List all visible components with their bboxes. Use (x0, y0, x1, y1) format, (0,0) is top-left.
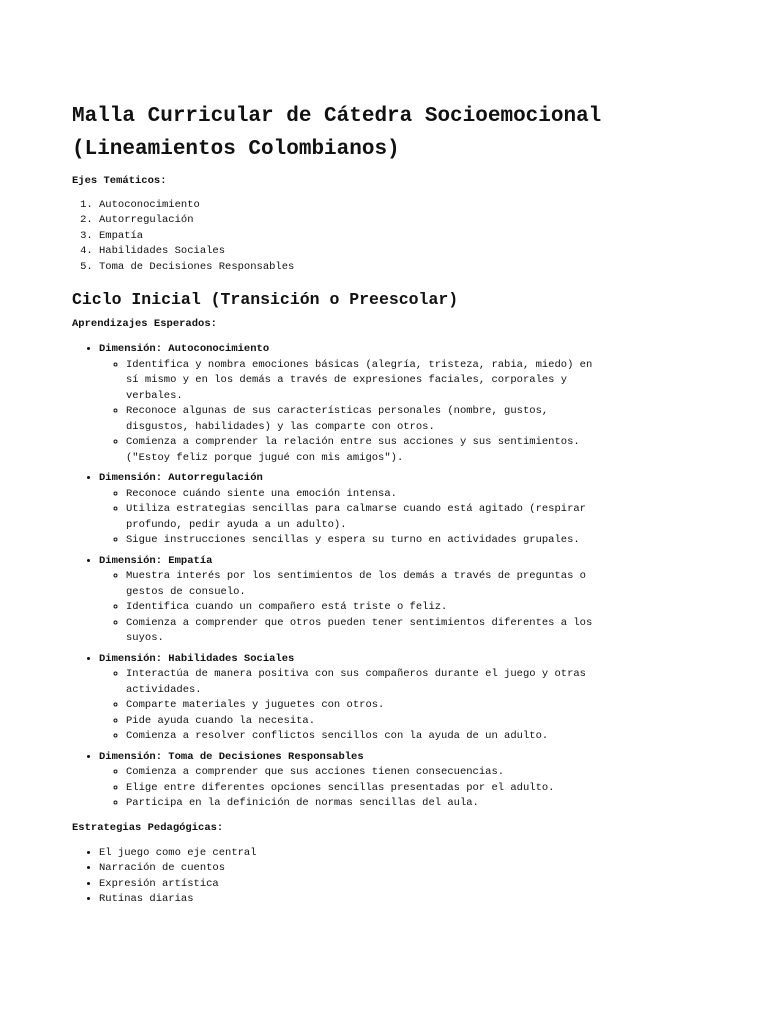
axis-item: 4. Habilidades Sociales (99, 244, 712, 259)
axis-item: 3. Empatía (99, 229, 712, 244)
learning-item: ◦ Utiliza estrategias sencillas para calmarse cuando está agitado (respirar profundo, pedir ayuda a un adulto). (126, 502, 596, 533)
document-title: Malla Curricular de Cátedra Socioemocional (Lineamientos Colombianos) (72, 105, 602, 161)
dimension-name: Dimensión: Autorregulación (99, 472, 263, 485)
dimension-item (99, 342, 712, 466)
dimension-name: Dimensión: Toma de Decisiones Responsables (99, 750, 364, 763)
dimension-item (99, 554, 712, 647)
dimension-sublist (99, 667, 596, 745)
document-page (72, 100, 712, 908)
dimension-sublist (99, 765, 596, 812)
learning-item: ◦ Interactúa de manera positiva con sus compañeros durante el juego y otras actividades. (126, 667, 596, 698)
axes-label: Ejes Temáticos: (72, 175, 167, 187)
dimension-name: Dimensión: Habilidades Sociales (99, 652, 295, 665)
learning-item: ◦ Comparte materiales y juguetes con otros. (126, 698, 596, 714)
strategy-item: • Rutinas diarias (99, 892, 712, 908)
learning-item: ◦ Comienza a comprender que sus acciones tienen consecuencias. (126, 765, 596, 781)
strategies-label: Estrategias Pedagógicas: (72, 821, 224, 834)
learning-item: ◦ Sigue instrucciones sencillas y espera su turno en actividades grupales. (126, 533, 596, 549)
learning-item: ◦ Participa en la definición de normas sencillas del aula. (126, 796, 596, 812)
cycle-heading: Ciclo Inicial (Transición o Preescolar) (72, 290, 459, 310)
dimension-name: Dimensión: Empatía (99, 554, 213, 567)
axes-list (72, 198, 712, 275)
dimension-sublist (99, 358, 596, 467)
learning-item: ◦ Identifica cuando un compañero está triste o feliz. (126, 600, 596, 616)
axis-item: 1. Autoconocimiento (99, 198, 712, 213)
learning-item: ◦ Comienza a comprender la relación entre sus acciones y sus sentimientos. ("Estoy feliz porque jugué con mis amigos"). (126, 435, 596, 466)
strategy-item: • Expresión artística (99, 877, 712, 893)
dimension-name: Dimensión: Autoconocimiento (99, 343, 270, 356)
learning-item: ◦ Muestra interés por los sentimientos de los demás a través de preguntas o gestos de consuelo. (126, 569, 596, 600)
learning-item: ◦ Identifica y nombra emociones básicas (alegría, tristeza, rabia, miedo) en sí mismo y en los demás a través de expresiones faciales, corporales y verbales. (126, 358, 596, 405)
learning-label: Aprendizajes Esperados: (72, 318, 217, 331)
learning-item: ◦ Comienza a resolver conflictos sencillos con la ayuda de un adulto. (126, 729, 596, 745)
dimension-sublist (99, 487, 596, 549)
strategy-item: • El juego como eje central (99, 846, 712, 862)
learning-item: ◦ Reconoce algunas de sus características personales (nombre, gustos, disgustos, habilidades) y las comparte con otros. (126, 404, 596, 435)
dimension-sublist (99, 569, 596, 647)
dimension-item (99, 471, 712, 549)
strategy-item: • Narración de cuentos (99, 861, 712, 877)
axis-item: 5. Toma de Decisiones Responsables (99, 260, 712, 275)
axis-item: 2. Autorregulación (99, 213, 712, 228)
learning-item: ◦ Elige entre diferentes opciones sencillas presentadas por el adulto. (126, 781, 596, 797)
learning-item: ◦ Reconoce cuándo siente una emoción intensa. (126, 487, 596, 503)
learning-item: ◦ Pide ayuda cuando la necesita. (126, 714, 596, 730)
dimensions-list (72, 342, 712, 812)
dimension-item (99, 750, 712, 812)
dimension-item (99, 652, 712, 745)
strategies-list (72, 846, 712, 908)
learning-item: ◦ Comienza a comprender que otros pueden tener sentimientos diferentes a los suyos. (126, 616, 596, 647)
